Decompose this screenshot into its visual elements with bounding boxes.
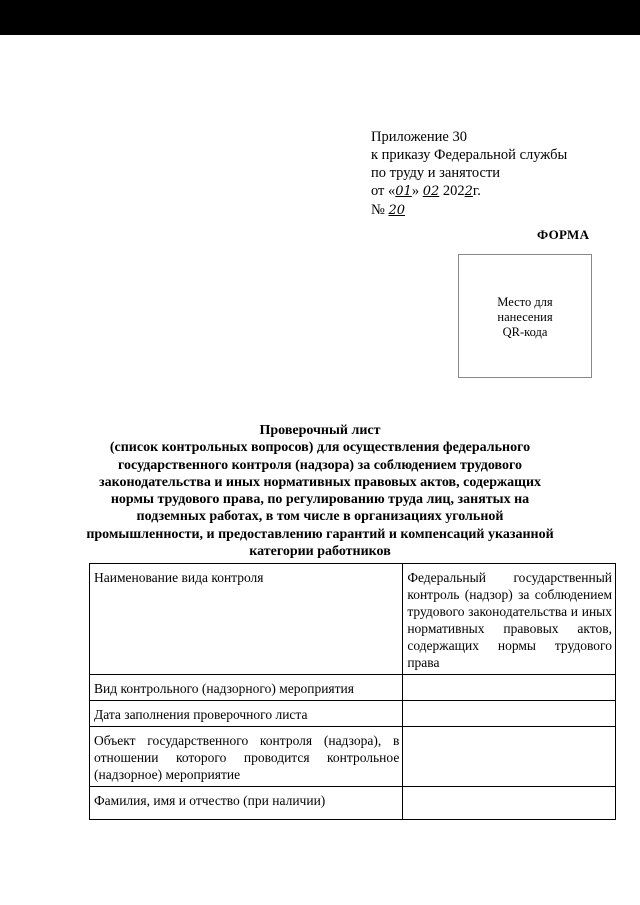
date-prefix: от «	[371, 183, 396, 199]
inspection-info-table	[89, 563, 616, 820]
number-value: 20	[388, 203, 406, 218]
document-title: Проверочный лист (список контрольных вопросов) для осуществления федерального государственного контроля (надзора) за соблюдением трудового законодательства и иных нормативных правовых актов, содержащих нормы трудового права, по регулированию труда лиц, занятых на подземных работах, в том числе в организациях угольной промышленности, и предоставлению гарантий и компенсаций указанной категории работников	[86, 423, 554, 560]
qr-code-placeholder	[458, 254, 592, 378]
table-row	[90, 727, 616, 787]
date-year-suffix: 2	[464, 184, 473, 199]
row-label: Вид контрольного (надзорного) мероприятия	[90, 675, 403, 701]
row-value	[403, 701, 616, 727]
date-end: г.	[472, 183, 481, 199]
appendix-agency: по труду и занятости	[371, 165, 501, 181]
table-row	[90, 787, 616, 820]
form-label: ФОРМА	[537, 227, 590, 242]
appendix-order-ref: к приказу Федеральной службы	[371, 147, 568, 163]
appendix-order-number	[371, 201, 611, 220]
date-year-prefix: 202	[439, 183, 465, 199]
row-label: Дата заполнения проверочного листа	[90, 701, 403, 727]
table-row	[90, 701, 616, 727]
row-value: Федеральный государственный контроль (надзор) за соблюдением трудового законодательства и иных нормативных правовых актов, содержащих нормы трудового права	[403, 564, 616, 675]
appendix-header	[371, 128, 611, 220]
table-row	[90, 675, 616, 701]
appendix-number: Приложение 30	[371, 129, 467, 145]
row-value	[403, 787, 616, 820]
row-value	[403, 727, 616, 787]
number-prefix: №	[371, 202, 389, 218]
qr-placeholder-text: Место для нанесения QR-кода	[497, 295, 553, 339]
appendix-date	[371, 182, 611, 201]
date-month: 02	[422, 184, 440, 199]
row-label: Объект государственного контроля (надзора), в отношении которого проводится контрольное (надзорное) мероприятие	[90, 727, 403, 787]
table-row	[90, 564, 616, 675]
row-label: Наименование вида контроля	[90, 564, 403, 675]
row-value	[403, 675, 616, 701]
date-mid: »	[411, 183, 423, 199]
scanner-top-bar	[0, 0, 640, 35]
date-day: 01	[395, 184, 412, 199]
row-label: Фамилия, имя и отчество (при наличии)	[90, 787, 403, 820]
